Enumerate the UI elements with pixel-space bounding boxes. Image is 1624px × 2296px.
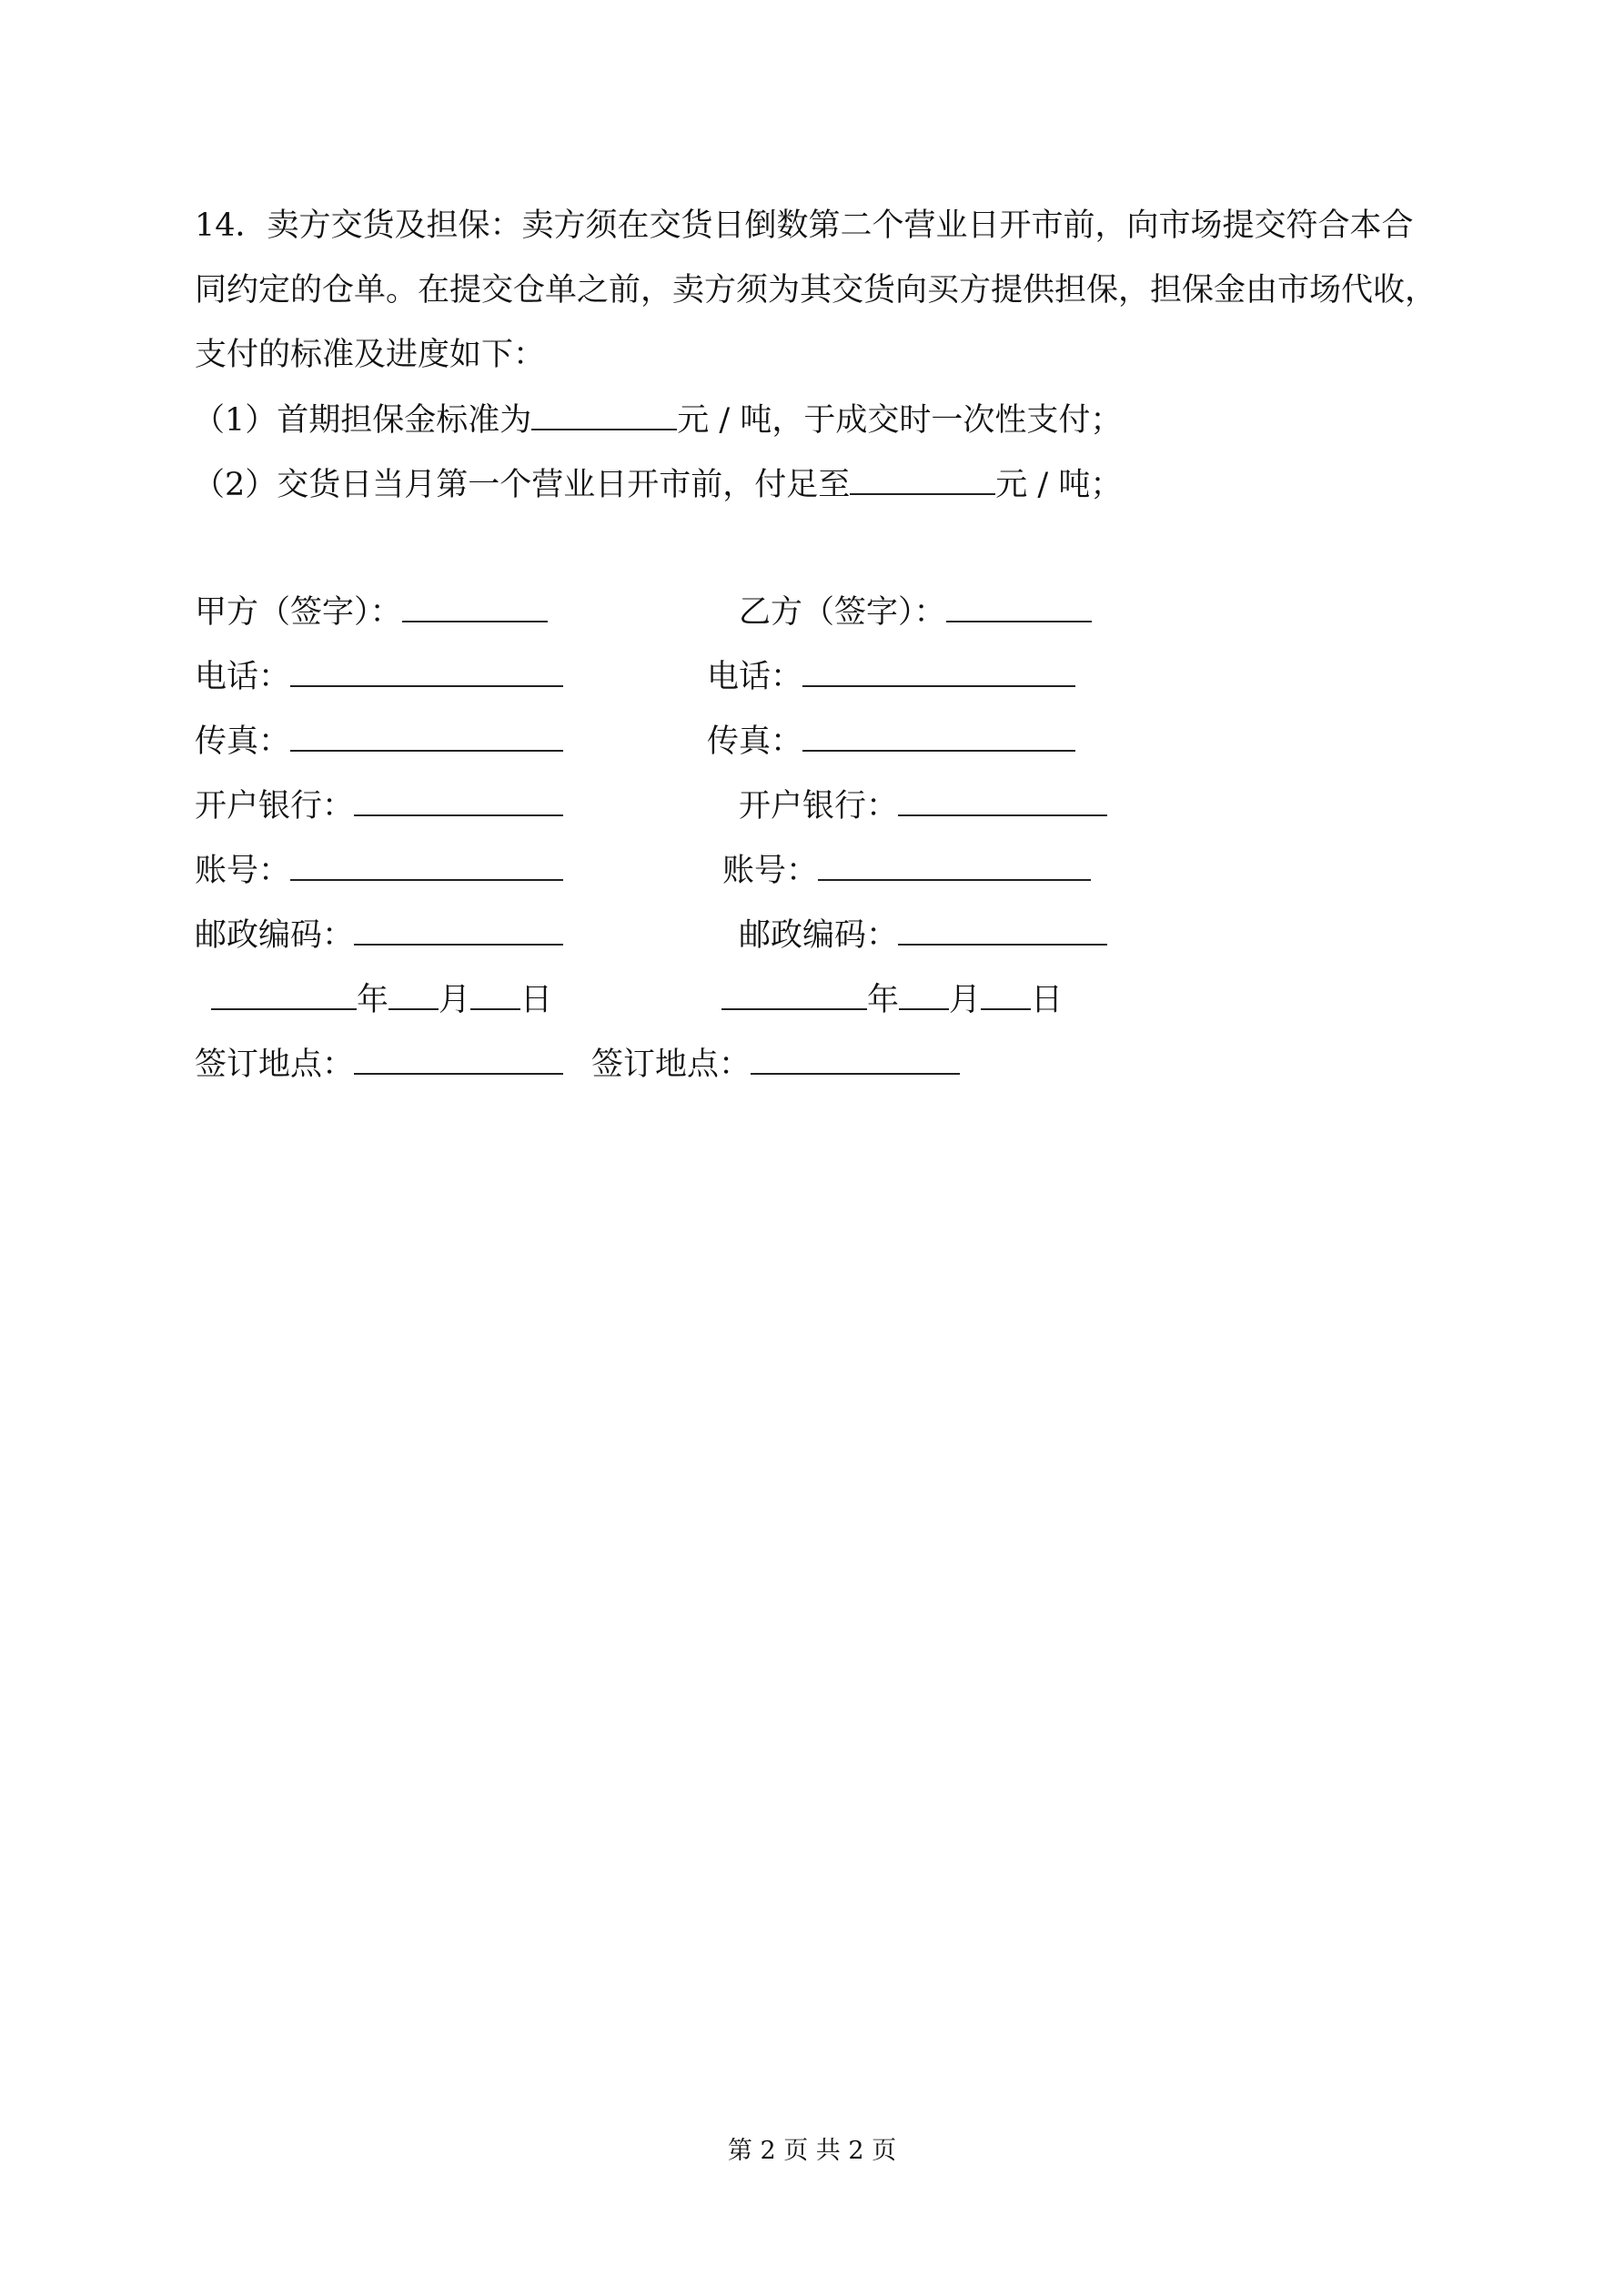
page-number: 第 2 页 共 2 页: [727, 2137, 897, 2165]
party-a-phone: [195, 658, 563, 695]
party-a-month-label: 月: [439, 982, 471, 1018]
item2-suffix: 元 / 吨；: [995, 467, 1123, 503]
party-b-fax-label: 传真：: [707, 723, 803, 760]
party-b-place-blank[interactable]: [751, 1046, 960, 1075]
party-b-month-blank[interactable]: [899, 981, 949, 1010]
party-a-bank-label: 开户银行：: [195, 788, 355, 824]
party-a-place: [195, 1046, 563, 1083]
party-b-fax: [707, 723, 1075, 760]
party-b-date: [721, 981, 1063, 1018]
party-b-sign-label: 乙方（签字）：: [739, 594, 946, 631]
party-a-account: [195, 852, 563, 889]
party-a-fax-blank[interactable]: [290, 723, 563, 752]
party-b-phone-label: 电话：: [707, 659, 803, 695]
party-b-sign: [739, 593, 1092, 631]
party-a-postcode-label: 邮政编码：: [195, 917, 355, 954]
party-a-fax-label: 传真：: [195, 723, 291, 760]
party-b-place-label: 签订地点：: [591, 1047, 751, 1083]
party-a-day-label: 日: [520, 982, 553, 1018]
party-a-postcode: [195, 916, 563, 954]
party-b-year-blank[interactable]: [721, 981, 867, 1010]
party-a-fax: [195, 723, 563, 760]
party-a-place-label: 签订地点：: [195, 1047, 355, 1083]
clause-line-2: 同约定的仓单。在提交仓单之前，卖方须为其交货向买方提供担保，担保金由市场代收，: [195, 272, 1437, 308]
party-a-year-label: 年: [357, 982, 389, 1018]
party-a-day-blank[interactable]: [470, 981, 520, 1010]
party-a-date: [211, 981, 552, 1018]
party-a-year-blank[interactable]: [211, 981, 357, 1010]
clause-line-3: 支付的标准及进度如下：: [195, 337, 546, 373]
item1-suffix: 元 / 吨，于成交时一次性支付；: [677, 402, 1123, 439]
party-a-phone-blank[interactable]: [290, 658, 563, 687]
party-a-sign: [195, 593, 548, 631]
clause-item-2: [193, 466, 1122, 503]
party-a-sign-label: 甲方（签字）：: [195, 594, 402, 631]
guarantee-full-blank[interactable]: [850, 466, 995, 495]
party-a-place-blank[interactable]: [354, 1046, 563, 1075]
party-b-bank-label: 开户银行：: [739, 788, 899, 824]
party-b-bank-blank[interactable]: [898, 787, 1107, 816]
party-b-postcode-blank[interactable]: [898, 916, 1107, 946]
party-b-account-label: 账号：: [722, 853, 819, 889]
party-b-year-label: 年: [867, 982, 900, 1018]
party-b-day-label: 日: [1031, 982, 1064, 1018]
party-a-bank-blank[interactable]: [354, 787, 563, 816]
party-b-bank: [739, 787, 1107, 824]
party-a-account-blank[interactable]: [290, 852, 563, 881]
party-b-phone-blank[interactable]: [802, 658, 1075, 687]
party-b-day-blank[interactable]: [981, 981, 1031, 1010]
party-b-month-label: 月: [949, 982, 982, 1018]
party-b-postcode-label: 邮政编码：: [739, 917, 899, 954]
guarantee-initial-blank[interactable]: [531, 401, 677, 430]
party-b-account-blank[interactable]: [818, 852, 1091, 881]
party-b-place: [591, 1046, 960, 1083]
party-b-sign-blank[interactable]: [946, 593, 1092, 622]
party-b-phone: [707, 658, 1075, 695]
party-b-fax-blank[interactable]: [802, 723, 1075, 752]
clause-line-1: 14．卖方交货及担保：卖方须在交货日倒数第二个营业日开市前，向市场提交符合本合: [195, 207, 1414, 244]
party-a-phone-label: 电话：: [195, 659, 291, 695]
party-a-bank: [195, 787, 563, 824]
party-a-postcode-blank[interactable]: [354, 916, 563, 946]
item1-prefix: （1）首期担保金标准为: [193, 402, 532, 439]
party-a-month-blank[interactable]: [388, 981, 439, 1010]
item2-prefix: （2）交货日当月第一个营业日开市前，付足至: [193, 467, 851, 503]
party-a-sign-blank[interactable]: [402, 593, 548, 622]
clause-item-1: [193, 401, 1122, 439]
party-a-account-label: 账号：: [195, 853, 291, 889]
party-b-account: [722, 852, 1091, 889]
party-b-postcode: [739, 916, 1107, 954]
